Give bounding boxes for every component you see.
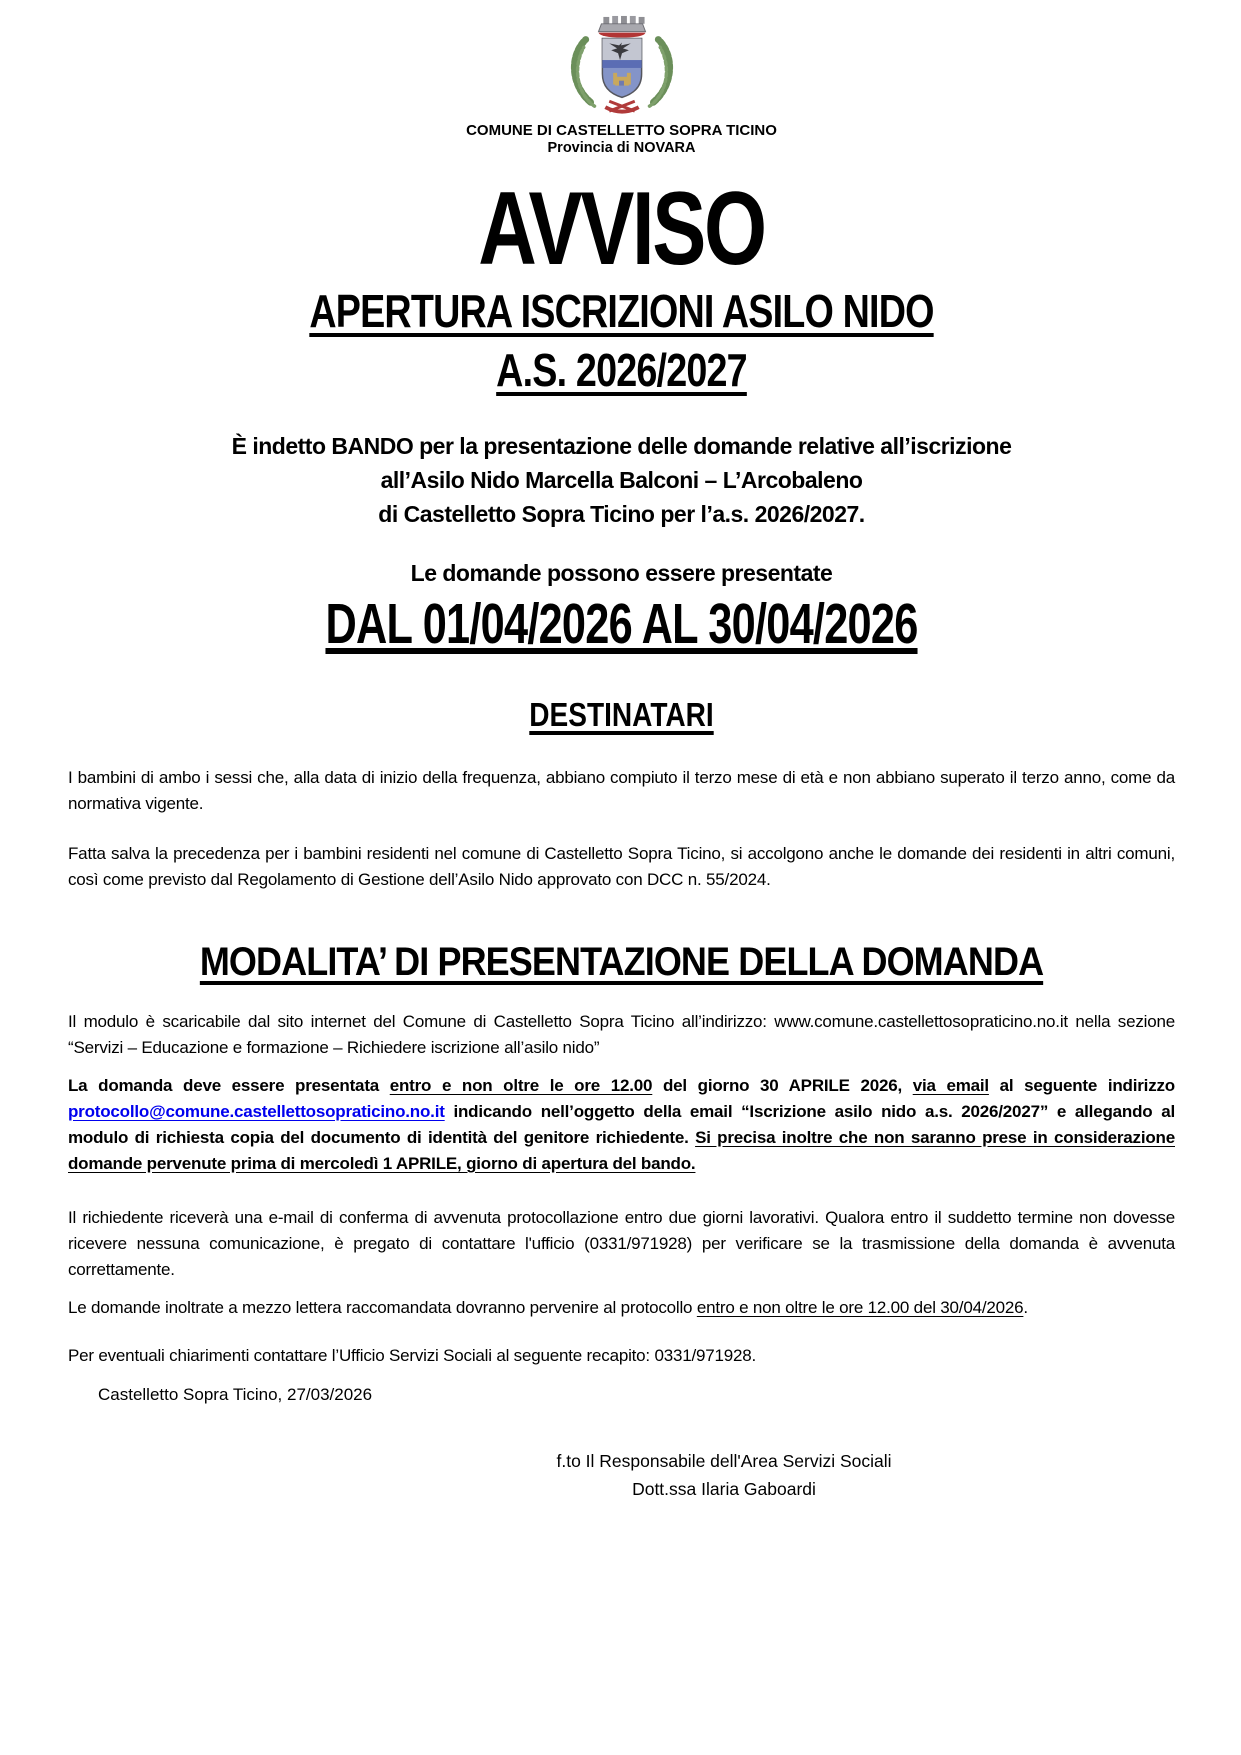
shield: [602, 39, 641, 98]
domanda-text: indicando nell’oggetto della email “Iscrizione asilo nido a.s. 2026/2027” e allegando al modulo di richiesta copia del documento di identità del genitore richiedente.: [68, 1102, 1175, 1147]
paragraph-raccomandata: [68, 1295, 1175, 1321]
domanda-via-email-underlined: via email: [912, 1076, 989, 1095]
paragraph-domanda: [68, 1073, 1175, 1177]
mural-crown: [598, 16, 645, 38]
notice-title: AVVISO: [478, 171, 765, 287]
raccomandata-text: .: [1023, 1298, 1028, 1317]
raccomandata-deadline-underlined: entro e non oltre le ore 12.00 del 30/04/2026: [696, 1298, 1024, 1317]
notice-subtitle-line2: A.S. 2026/2027: [496, 344, 747, 396]
signature-role: f.to Il Responsabile dell'Area Servizi Sociali: [556, 1451, 892, 1471]
province-name: Provincia di NOVARA: [547, 140, 696, 156]
protocol-email-link[interactable]: protocollo@comune.castellettosopraticino.no.it: [68, 1102, 445, 1121]
paragraph-modulo: Il modulo è scaricabile dal sito internet del Comune di Castelletto Sopra Ticino all’indirizzo: www.comune.castellettosopraticino.no.it nella sezione “Servizi – Educazione e formazione – Richiedere iscrizione all’asilo nido”: [68, 1012, 1175, 1057]
domanda-text: del giorno 30 APRILE 2026,: [652, 1076, 913, 1095]
domanda-warning-underlined: Si precisa inoltre che non saranno prese in considerazione domande pervenute prima di mercoledì 1 APRILE, giorno di apertura del bando.: [68, 1128, 1175, 1173]
heading-modalita: MODALITA’ DI PRESENTAZIONE DELLA DOMANDA: [199, 940, 1044, 984]
document-header: [68, 14, 1175, 157]
domanda-text: al seguente indirizzo: [988, 1076, 1175, 1095]
signature-block: [68, 1447, 1175, 1503]
raccomandata-text: Le domande inoltrate a mezzo lettera raccomandata dovranno pervenire al protocollo: [68, 1298, 697, 1317]
submission-period: DAL 01/04/2026 AL 30/04/2026: [325, 592, 918, 656]
intro-line-3: di Castelletto Sopra Ticino per l’a.s. 2026/2027.: [378, 501, 865, 527]
domanda-text: La domanda deve essere presentata: [68, 1076, 390, 1095]
heading-destinatari: DESTINATARI: [529, 696, 714, 733]
intro-line-2: all’Asilo Nido Marcella Balconi – L’Arcobaleno: [380, 467, 863, 493]
paragraph-chiarimenti: Per eventuali chiarimenti contattare l’Ufficio Servizi Sociali al seguente recapito: 0331/971928.: [68, 1346, 757, 1365]
municipality-name: COMUNE DI CASTELLETTO SOPRA TICINO: [466, 122, 777, 139]
signature-name: Dott.ssa Ilaria Gaboardi: [632, 1479, 816, 1499]
intro-paragraph: [68, 429, 1175, 531]
ribbon: [605, 101, 638, 111]
destinatari-paragraph-2: Fatta salva la precedenza per i bambini residenti nel comune di Castelletto Sopra Ticino, si accolgono anche le domande dei residenti in altri comuni, così come previsto dal Regolamento di Gestione dell’Asilo Nido approvato con DCC n. 55/2024.: [68, 844, 1175, 889]
intro-line-1: È indetto BANDO per la presentazione delle domande relative all’iscrizione: [231, 433, 1012, 459]
paragraph-richiedente: Il richiedente riceverà una e-mail di conferma di avvenuta protocollazione entro due giorni lavorativi. Qualora entro il suddetto termine non dovesse ricevere nessuna comunicazione, è pregato di contattare l'ufficio (0331/971928) per verificare se la trasmissione della domanda è avvenuta correttamente.: [68, 1208, 1175, 1279]
destinatari-paragraph-1: I bambini di ambo i sessi che, alla data di inizio della frequenza, abbiano compiuto il terzo mese di età e non abbiano superato il terzo anno, come da normativa vigente.: [68, 768, 1175, 813]
submission-lead: Le domande possono essere presentate: [410, 560, 833, 586]
domanda-deadline-underlined: entro e non oltre le ore 12.00: [389, 1076, 653, 1095]
municipal-crest-icon: [556, 14, 688, 116]
notice-subtitle-line1: APERTURA ISCRIZIONI ASILO NIDO: [309, 285, 934, 337]
place-and-date: Castelletto Sopra Ticino, 27/03/2026: [98, 1385, 373, 1404]
